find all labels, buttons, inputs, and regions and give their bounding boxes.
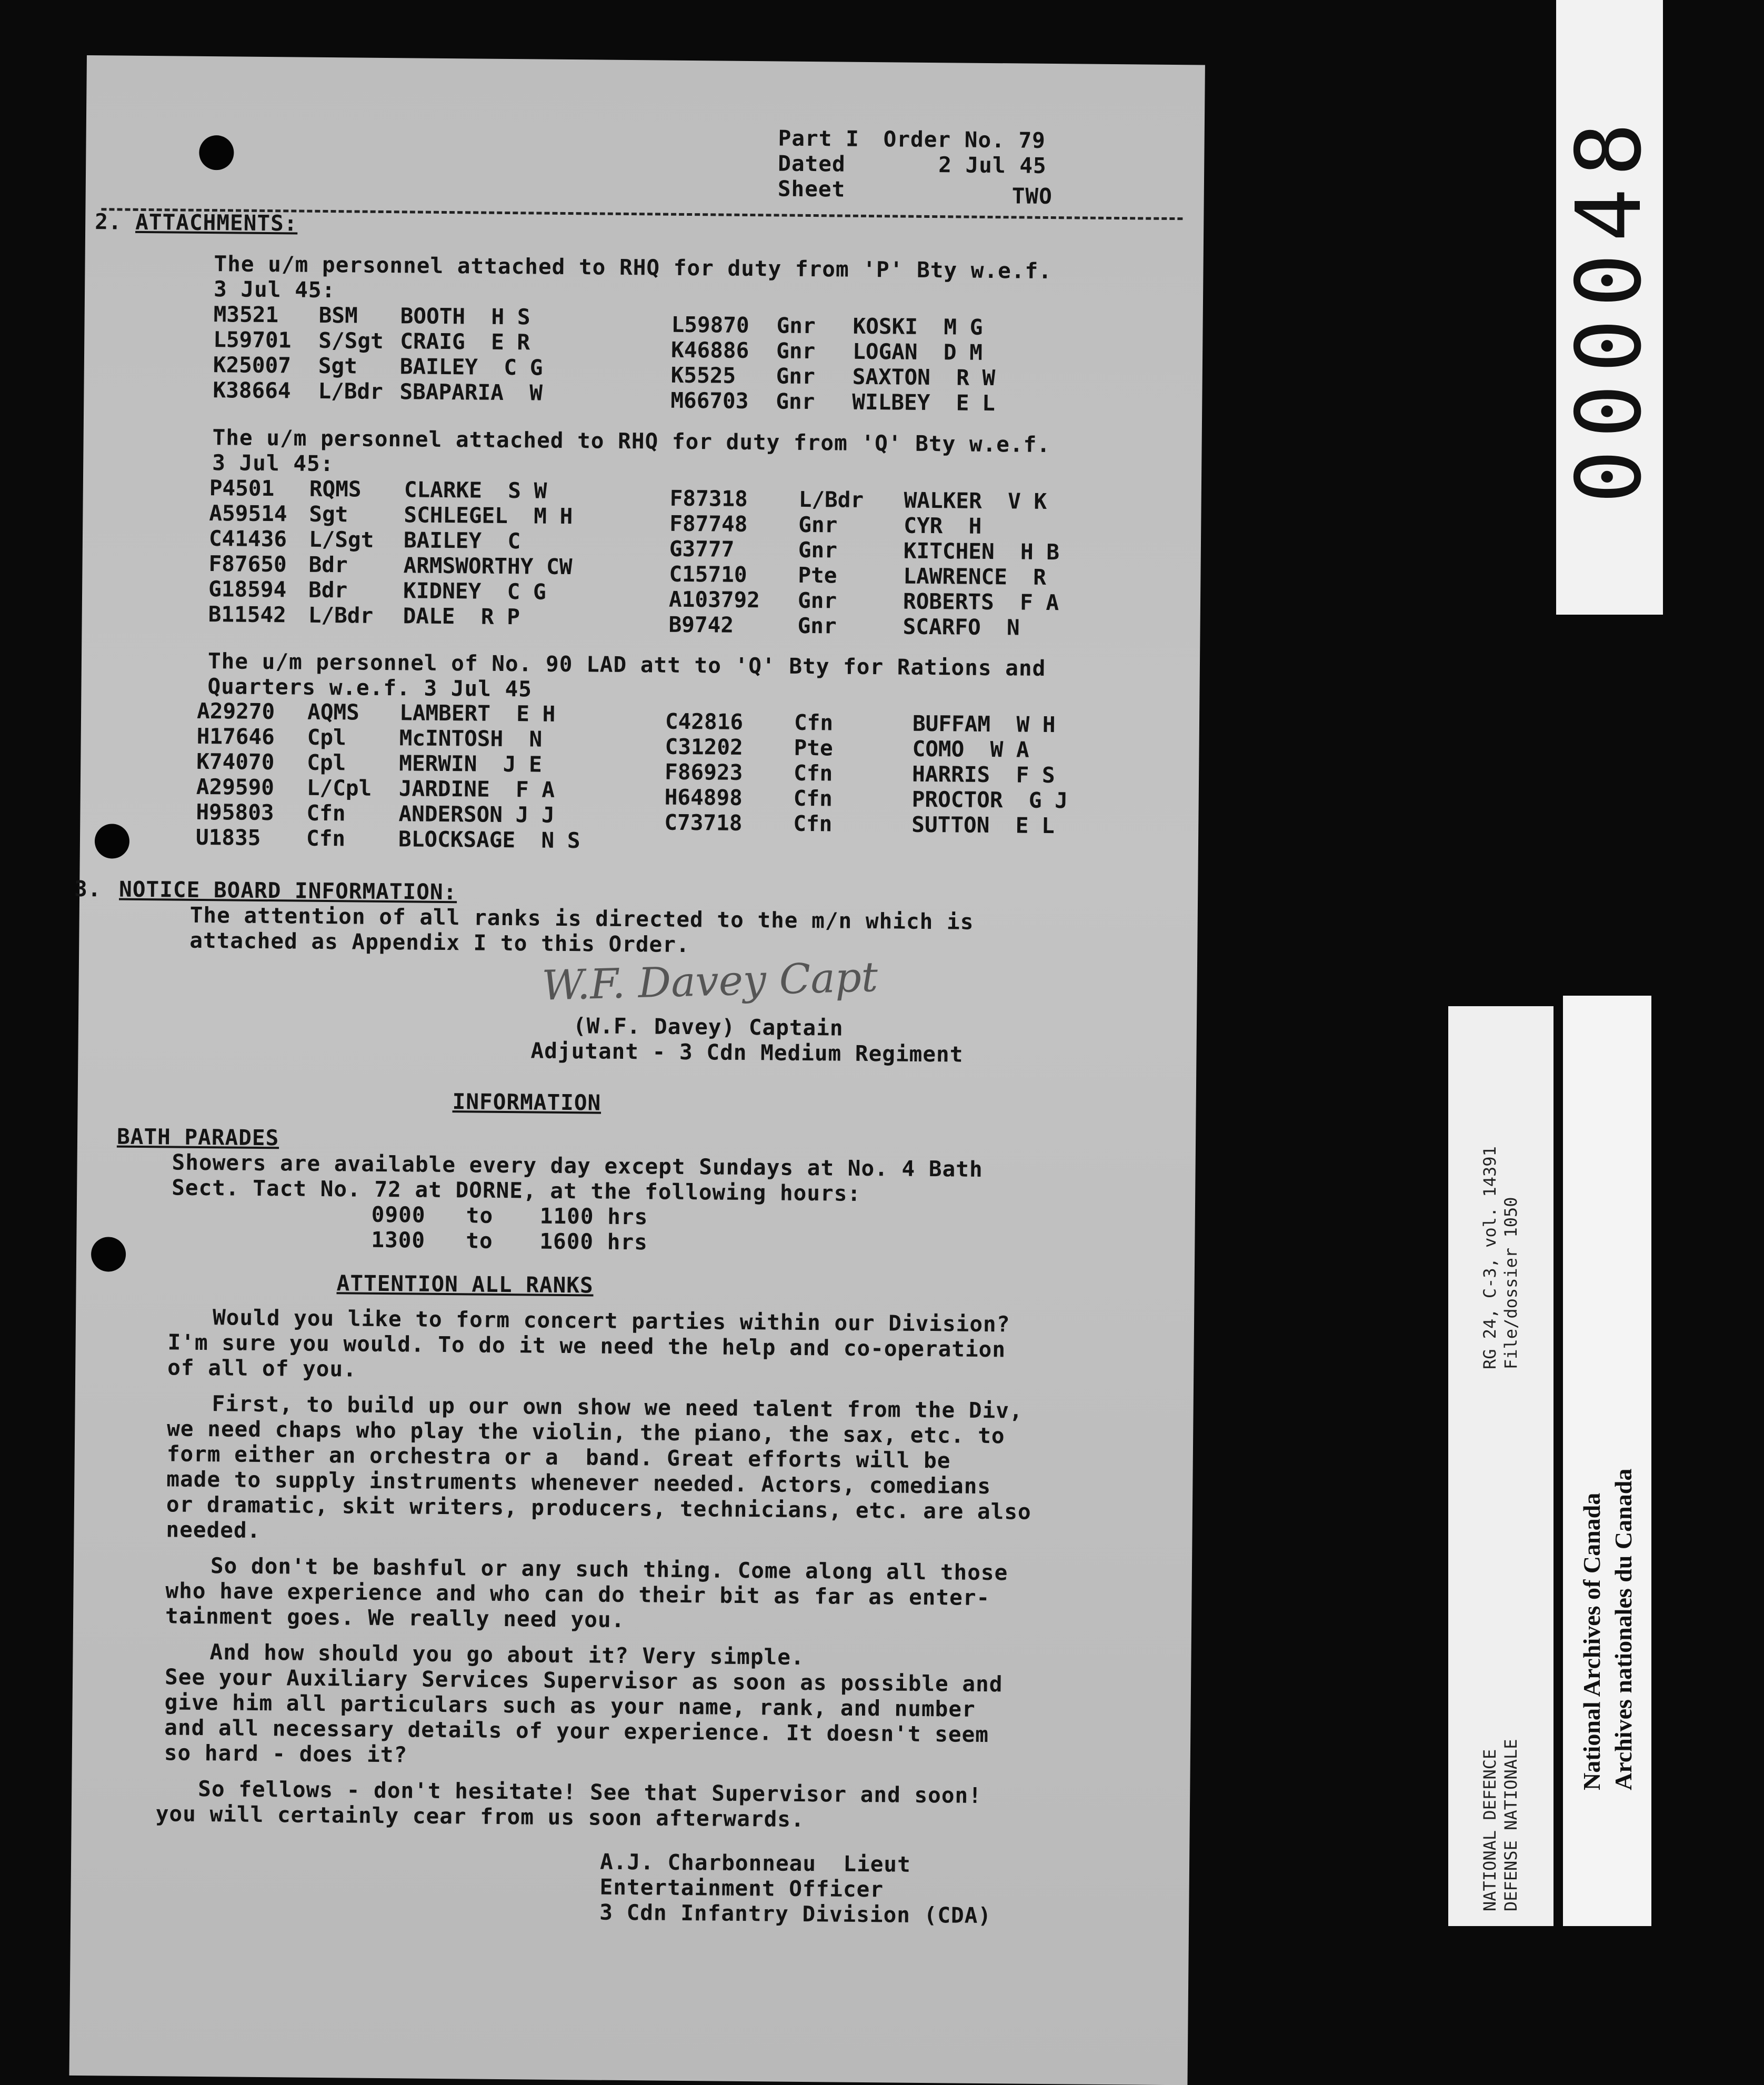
rank: Gnr (797, 613, 836, 639)
rank: Gnr (776, 388, 815, 414)
personnel-list-lad (87, 55, 1205, 65)
rank: L/Bdr (308, 603, 374, 628)
service-number: B9742 (668, 612, 734, 638)
service-number: G3777 (669, 536, 735, 562)
person-name: CYR H (904, 513, 982, 539)
person-name: SCHLEGEL M H (404, 502, 573, 529)
rank: Gnr (776, 313, 815, 338)
paragraph-line: I'm sure you would. To do it we need the help and co-operation (167, 1329, 1006, 1362)
rank: Cfn (793, 811, 832, 837)
service-number: H95803 (196, 799, 274, 825)
reference-line: RG 24, C-3, vol. 14391 (1480, 1146, 1500, 1369)
paragraph-line: The u/m personnel attached to RHQ for duty from 'Q' Bty w.e.f. (212, 425, 1050, 457)
person-name: SAXTON R W (853, 364, 996, 390)
document-page (69, 55, 1205, 2085)
service-number: A103792 (669, 587, 760, 613)
service-number: P4501 (209, 475, 275, 501)
archive-name-en: National Archives of Canada (1578, 1493, 1606, 1790)
rank: RQMS (309, 476, 362, 502)
person-name: ANDERSON J J (398, 801, 555, 828)
paragraph-line: So don't be bashful or any such thing. Come along all those (211, 1553, 1008, 1585)
person-name: PROCTOR G J (912, 787, 1068, 814)
personnel-list-p-bty (87, 55, 1205, 65)
rank: Cfn (306, 800, 345, 826)
paragraph-line: See your Auxiliary Services Supervisor as soon as possible and (165, 1664, 1003, 1697)
paragraph-line: 3 Jul 45: (212, 450, 334, 476)
rank: Gnr (798, 512, 837, 538)
person-name: LAMBERT E H (399, 700, 556, 727)
frame-number: 000048 (1556, 0, 1663, 615)
paragraph-line: The u/m personnel attached to RHQ for duty from 'P' Bty w.e.f. (214, 251, 1052, 284)
rank: Bdr (308, 577, 347, 603)
rank: Cpl (307, 725, 346, 750)
service-number: G18594 (208, 576, 287, 602)
rank: AQMS (307, 699, 359, 725)
archive-name-label (1563, 996, 1651, 1926)
service-number: F86923 (665, 759, 743, 785)
service-number: L59870 (671, 312, 749, 338)
signatory-name: (W.F. Davey) Captain (573, 1013, 844, 1040)
rank: L/Sgt (309, 527, 374, 553)
paragraph-line: The attention of all ranks is directed to the m/n which is (190, 903, 974, 935)
rank: L/Bdr (798, 487, 864, 513)
department-fr: DEFENSE NATIONALE (1501, 1739, 1521, 1911)
rank: L/Bdr (318, 378, 383, 404)
rank: Sgt (309, 502, 348, 527)
service-number: K74070 (196, 749, 275, 775)
service-number: F87650 (208, 551, 287, 577)
rank: Sgt (318, 353, 357, 379)
rank: Pte (794, 735, 833, 761)
person-name: WILBEY E L (852, 389, 995, 416)
service-number: K38664 (213, 377, 291, 403)
service-number: A29590 (196, 774, 275, 800)
paragraph-line: The u/m personnel of No. 90 LAD att to 'Q' Bty for Rations and (208, 648, 1046, 681)
service-number: C41436 (209, 526, 287, 552)
service-number: C31202 (665, 734, 743, 760)
punch-hole (95, 824, 130, 859)
sheet-value: TWO (1012, 183, 1053, 209)
section-heading: NOTICE BOARD INFORMATION: (119, 877, 457, 905)
service-number: K46886 (671, 337, 749, 363)
person-name: LAWRENCE R (903, 564, 1046, 590)
information-heading: INFORMATION (452, 1089, 601, 1115)
person-name: LOGAN D M (853, 339, 983, 365)
punch-hole (199, 135, 234, 171)
person-name: COMO W A (912, 736, 1029, 763)
bath-time: 0900 (372, 1202, 426, 1228)
paragraph-line: tainment goes. We really need you. (165, 1603, 625, 1632)
person-name: SUTTON E L (911, 812, 1055, 838)
signatory-name: A.J. Charbonneau Lieut (600, 1849, 911, 1877)
paragraph-line: Showers are available every day except Sundays at No. 4 Bath (172, 1149, 983, 1181)
person-name: ROBERTS F A (903, 589, 1059, 616)
person-name: BUFFAM W H (913, 711, 1056, 737)
paragraph-line: we need chaps who play the violin, the piano, the sax, etc. to (167, 1416, 1005, 1448)
person-name: KOSKI M G (853, 314, 983, 340)
paragraph-line: First, to build up our own show we need talent from the Div, (212, 1391, 1023, 1423)
person-name: DALE R P (403, 603, 520, 629)
service-number: L59701 (213, 327, 292, 353)
section-heading: ATTACHMENTS: (135, 209, 298, 236)
person-name: CLARKE S W (404, 477, 547, 503)
handwritten-signature: W.F. Davey Capt (542, 954, 879, 1010)
paragraph-line: Would you like to form concert parties within our Division? (213, 1305, 1010, 1337)
person-name: SBAPARIA W (399, 379, 543, 405)
service-number: A29270 (197, 698, 275, 724)
service-number: K25007 (213, 352, 292, 378)
dated-value: 2 Jul 45 (938, 152, 1047, 178)
paragraph-line: of all of you. (167, 1355, 357, 1381)
person-name: ARMSWORTHY CW (403, 553, 572, 579)
reference-line: File/dossier 1050 (1501, 1197, 1521, 1369)
paragraph-line: made to supply instruments whenever needed. Actors, comedians (166, 1466, 991, 1499)
rank: Pte (798, 563, 837, 588)
person-name: MERWIN J E (399, 750, 542, 777)
signatory-unit: 3 Cdn Infantry Division (CDA) (599, 1900, 991, 1928)
rank: Gnr (798, 588, 837, 614)
person-name: BAILEY C (404, 527, 521, 554)
service-number: M66703 (670, 388, 749, 414)
section-number: 3. (74, 876, 102, 901)
service-number: U1835 (196, 825, 261, 850)
paragraph-line: And how should you go about it? Very simple. (209, 1639, 804, 1670)
bath-time: to (466, 1228, 493, 1253)
service-number: A59514 (209, 500, 287, 526)
bath-parades-heading: BATH PARADES (117, 1124, 279, 1151)
paragraph-line: who have experience and who can do their bit as far as enter- (165, 1578, 990, 1610)
rank: BSM (318, 303, 357, 328)
service-number: C15710 (669, 562, 747, 587)
punch-hole (91, 1237, 126, 1272)
dated-label: Dated (778, 151, 846, 176)
person-name: WALKER V K (904, 488, 1047, 514)
paragraph-line: or dramatic, skit writers, producers, technicians, etc. are also (166, 1491, 1031, 1524)
service-number: K5525 (671, 363, 736, 388)
order-part: Part I (778, 125, 859, 151)
rank: Gnr (798, 537, 837, 563)
service-number: C73718 (664, 810, 743, 836)
person-name: KITCHEN H B (904, 538, 1060, 565)
rank: Cpl (307, 750, 346, 776)
person-name: CRAIG E R (400, 328, 530, 355)
bath-time: 1100 hrs (540, 1204, 648, 1230)
paragraph-line: form either an orchestra or a band. Great efforts will be (167, 1441, 951, 1473)
archive-name-fr: Archives nationales du Canada (1609, 1469, 1637, 1790)
paragraph-line: and all necessary details of your experience. It doesn't seem (164, 1715, 989, 1747)
section-number: 2. (95, 209, 122, 234)
bath-time: 1600 hrs (539, 1229, 648, 1255)
signatory-title: Entertainment Officer (599, 1875, 884, 1902)
rank: Gnr (776, 338, 815, 364)
service-number: B11542 (208, 602, 287, 627)
paragraph-line: give him all particulars such as your name, rank, and number (164, 1689, 975, 1721)
paragraph-line: you will certainly cear from us soon afterwards. (156, 1801, 805, 1832)
personnel-list-q-bty (87, 55, 1205, 65)
person-name: BLOCKSAGE N S (398, 826, 580, 853)
paragraph-line: needed. (166, 1517, 260, 1543)
paragraph-line: So fellows - don't hesitate! See that Supervisor and soon! (198, 1776, 982, 1808)
order-number: Order No. 79 (883, 126, 1046, 153)
paragraph-line: attached as Appendix I to this Order. (189, 928, 690, 957)
bath-time: 1300 (371, 1227, 425, 1253)
person-name: SCARFO N (903, 614, 1020, 640)
person-name: HARRIS F S (912, 761, 1055, 788)
paragraph-line: Quarters w.e.f. 3 Jul 45 (207, 674, 532, 701)
rank: Cfn (794, 760, 833, 786)
service-number: F87318 (669, 486, 748, 512)
archive-reference-label (1448, 1006, 1553, 1926)
paragraph-line: so hard - does it? (164, 1740, 408, 1767)
sheet-label: Sheet (778, 176, 846, 202)
paragraph-line: Sect. Tact No. 72 at DORNE, at the following hours: (172, 1175, 861, 1206)
rank: L/Cpl (307, 775, 372, 801)
rank: Gnr (776, 363, 815, 389)
attention-heading: ATTENTION ALL RANKS (336, 1270, 593, 1298)
person-name: JARDINE F A (399, 776, 555, 803)
service-number: F87748 (669, 511, 748, 537)
rank: Cfn (306, 826, 345, 851)
service-number: C42816 (665, 709, 744, 735)
signatory-title: Adjutant - 3 Cdn Medium Regiment (530, 1038, 963, 1067)
person-name: BAILEY C G (400, 354, 543, 380)
person-name: BOOTH H S (400, 303, 530, 329)
rank: S/Sgt (318, 328, 384, 354)
department-en: NATIONAL DEFENCE (1480, 1749, 1500, 1911)
rank: Cfn (794, 786, 833, 811)
service-number: M3521 (214, 302, 279, 327)
paragraph-line: 3 Jul 45: (214, 276, 336, 303)
rank: Cfn (794, 710, 833, 736)
person-name: KIDNEY C G (403, 578, 546, 604)
person-name: McINTOSH N (399, 725, 542, 751)
service-number: H17646 (197, 724, 275, 749)
service-number: H64898 (665, 785, 743, 810)
frame-number-stamp (1556, 0, 1663, 615)
bath-time: to (466, 1202, 494, 1228)
rank: Bdr (308, 552, 347, 578)
